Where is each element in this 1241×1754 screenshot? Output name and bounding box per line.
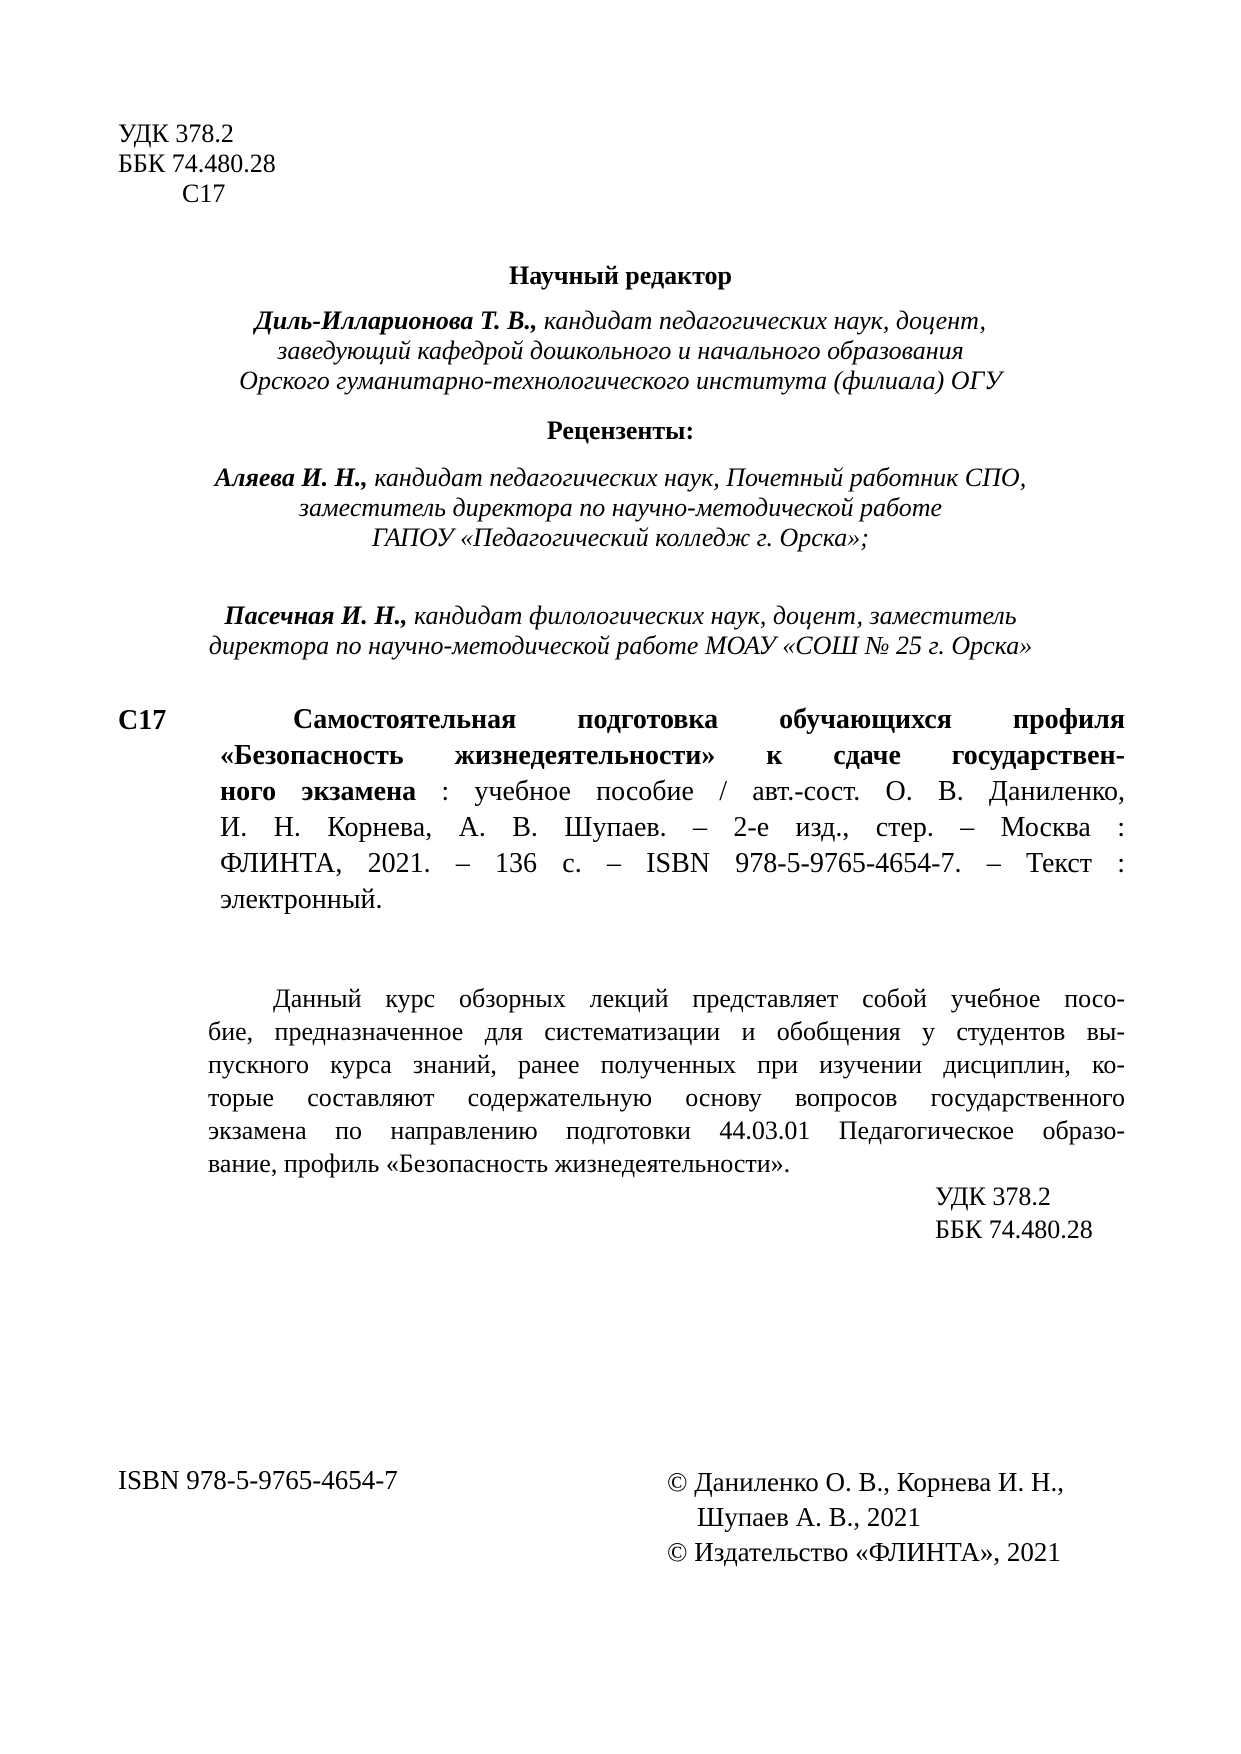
- biblio-line-4: И. Н. Корнева, А. В. Шупаев. – 2-е изд., стер. – Москва :: [220, 812, 1125, 843]
- annotation-bbk: ББК 74.480.28: [935, 1215, 1093, 1244]
- classification-block: [118, 119, 276, 209]
- copyright-block: [667, 1465, 1064, 1570]
- bibliographic-record: [220, 702, 1125, 918]
- copyright-line-3: © Издательство «ФЛИНТА», 2021: [667, 1537, 1061, 1567]
- annotation-line-4: торые составляют содержательную основу вопросов государственного: [208, 1083, 1125, 1112]
- scientific-editor-info: [0, 306, 1241, 396]
- biblio-title-line-2: «Безопасность жизнедеятельности» к сдаче государствен-: [220, 740, 1125, 771]
- editor-desc-3: Орского гуманитарно-технологического института (филиала) ОГУ: [239, 366, 1002, 395]
- annotation-line-5: экзамена по направлению подготовки 44.03.01 Педагогическое образо-: [208, 1116, 1125, 1145]
- reviewer-1-desc-2: заместитель директора по научно-методической работе: [298, 493, 943, 522]
- copyright-line-2: Шупаев А. В., 2021: [697, 1502, 921, 1532]
- editor-desc-2: заведующий кафедрой дошкольного и начального образования: [277, 336, 964, 365]
- reviewer-1-name: Аляева И. Н.,: [214, 463, 368, 492]
- author-sign: С17: [182, 179, 226, 208]
- reviewers-heading: Рецензенты:: [546, 416, 695, 445]
- copyright-line-1: © Даниленко О. В., Корнева И. Н.,: [667, 1467, 1064, 1497]
- bibliographic-code: С17: [118, 705, 167, 736]
- biblio-line-3: [220, 774, 1125, 810]
- bbk-code: ББК 74.480.28: [118, 149, 276, 178]
- reviewer-2-name: Пасечная И. Н.,: [224, 601, 408, 630]
- biblio-title-line-3: ного экзамена: [220, 776, 417, 807]
- reviewer-2-desc-2: директора по научно-методической работе МОАУ «СОШ № 25 г. Орска»: [208, 631, 1033, 660]
- editor-line-1: [0, 306, 1241, 336]
- biblio-title-line-1: Самостоятельная подготовка обучающихся профиля: [293, 704, 1125, 735]
- annotation-line-2: бие, предназначенное для систематизации и обобщения у студентов вы-: [208, 1017, 1125, 1046]
- annotation-line-3: пускного курса знаний, ранее полученных при изучении дисциплин, ко-: [208, 1050, 1125, 1079]
- scientific-editor-heading: Научный редактор: [508, 261, 732, 290]
- reviewer-2-desc-1: кандидат филологических наук, доцент, заместитель: [407, 601, 1017, 630]
- annotation-line-1: Данный курс обзорных лекций представляет собой учебное посо-: [273, 984, 1125, 1013]
- reviewer-2-line-1: [0, 601, 1241, 631]
- editor-name: Диль-Илларионова Т. В.,: [254, 306, 538, 335]
- biblio-line-3-rest: : учебное пособие / авт.-сост. О. В. Даниленко,: [416, 776, 1125, 807]
- annotation: [208, 982, 1125, 1180]
- reviewer-2-info: [0, 601, 1241, 661]
- annotation-udk: УДК 378.2: [935, 1182, 1051, 1211]
- biblio-line-6: электронный.: [220, 884, 383, 915]
- isbn: ISBN 978-5-9765-4654-7: [118, 1465, 398, 1495]
- editor-desc-1: кандидат педагогических наук, доцент,: [537, 306, 987, 335]
- biblio-line-5: ФЛИНТА, 2021. – 136 с. – ISBN 978-5-9765-4654-7. – Текст :: [220, 848, 1125, 879]
- reviewer-1-line-1: [0, 463, 1241, 493]
- udk-code: УДК 378.2: [118, 119, 234, 148]
- annotation-classification: [935, 1180, 1093, 1246]
- reviewer-1-desc-1: кандидат педагогических наук, Почетный работник СПО,: [367, 463, 1027, 492]
- reviewer-1-info: [0, 463, 1241, 553]
- annotation-line-6: вание, профиль «Безопасность жизнедеятельности».: [208, 1149, 791, 1178]
- reviewer-1-desc-3: ГАПОУ «Педагогический колледж г. Орска»;: [372, 523, 869, 552]
